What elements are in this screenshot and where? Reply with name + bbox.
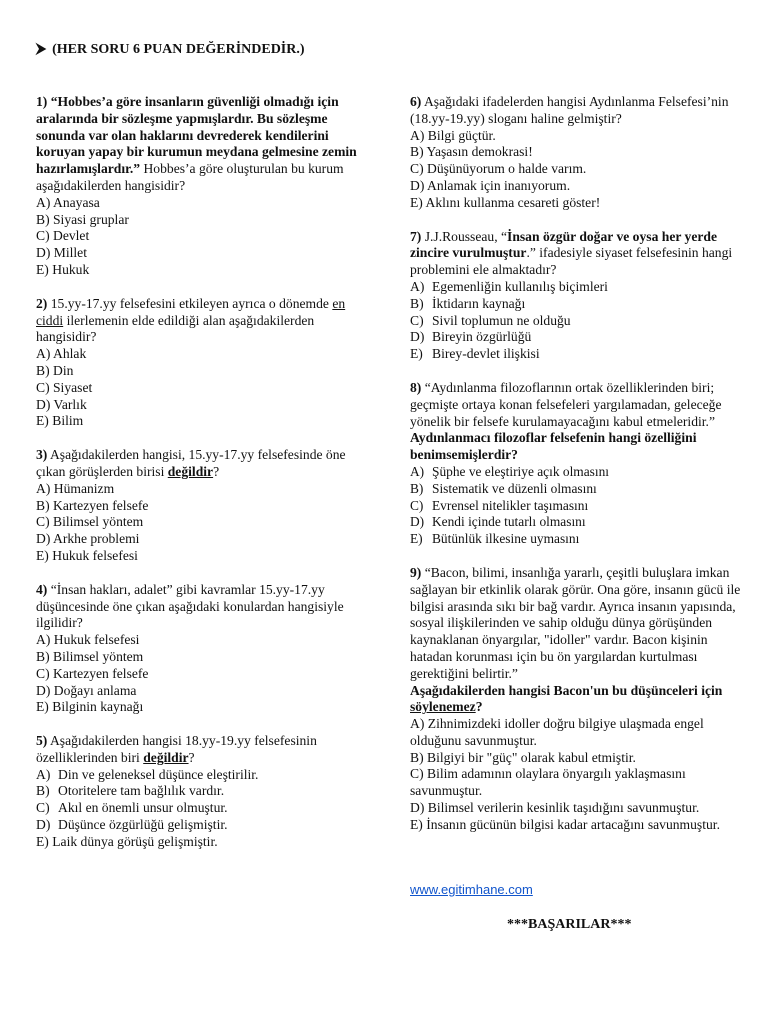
footer-basarilar: ***BAŞARILAR***	[507, 917, 632, 932]
option-a: A) Şüphe ve eleştiriye açık olmasını	[410, 463, 610, 479]
option-b: B) Siyasi gruplar	[36, 211, 129, 227]
question-7-stem: 7) J.J.Rousseau, “İnsan özgür doğar ve oysa her yerde zincire vurulmuştur.” ifadesiyle siyaset felsefesinin hangi problemini ele almaktadır?	[410, 228, 733, 278]
question-4	[36, 582, 372, 716]
question-3-stem: 3) Aşağıdakilerden hangisi, 15.yy-17.yy felsefesinde öne çıkan görüşlerden birisi değildir?	[36, 447, 346, 479]
option-e: E) Hukuk	[36, 261, 90, 277]
option-d: D) Doğayı anlama	[36, 682, 137, 698]
option-c: C) Düşünüyorum o halde varım.	[410, 161, 587, 177]
option-e: E) Aklını kullanma cesareti göster!	[410, 194, 601, 210]
option-b: B) Yaşasın demokrasi!	[410, 144, 533, 160]
question-2-stem: 2) 15.yy-17.yy felsefesini etkileyen ayrıca o dönemde en ciddi ilerlemenin elde edildiği alan aşağıdakilerden hangisidir?	[36, 295, 346, 345]
option-c: C) Bilimsel yöntem	[36, 514, 144, 530]
option-c: C) Akıl en önemli unsur olmuştur.	[36, 800, 228, 816]
option-c: C) Devlet	[36, 228, 90, 244]
exam-header	[36, 42, 305, 59]
option-c: C) Siyaset	[36, 379, 93, 395]
question-9-stem: 9) “Bacon, bilimi, insanlığa yararlı, çeşitli buluşlara imkan sağlayan bir etkinlik olarak görür. Ona göre, insanın gücü ile bilgisi arasında sıkı bir bağ vardır. Ayrıca insanın yapısında, sosyal ilişkilerinden ve sahip olduğu dünya görüşünden kaynaklanan önyargılar, "idoller" vardır. Bacon kişinin hatadan korunması için bu ön yargılardan kurtulması gerektiğini belirtir.”	[410, 564, 741, 681]
option-d: D) Bilimsel verilerin kesinlik taşıdığını savunmuştur.	[410, 800, 700, 816]
left-column	[36, 94, 372, 868]
option-b: B) Kartezyen felsefe	[36, 497, 149, 513]
arrow-bullet-icon: ⮞	[36, 42, 47, 57]
option-b: B) Bilgiyi bir "güç" olarak kabul etmiştir.	[410, 749, 636, 765]
egitimhane-link[interactable]: www.egitimhane.com	[410, 882, 533, 897]
option-d: D) Arkhe problemi	[36, 531, 140, 547]
option-e: E) Birey-devlet ilişkisi	[410, 346, 540, 362]
question-2	[36, 296, 372, 430]
option-e: E) Bilginin kaynağı	[36, 699, 144, 715]
option-a: A) Egemenliğin kullanılış biçimleri	[410, 278, 608, 294]
question-3	[36, 447, 372, 565]
option-a: A) Hümanizm	[36, 480, 115, 496]
option-b: B) Bilimsel yöntem	[36, 648, 144, 664]
header-text: (HER SORU 6 PUAN DEĞERİNDEDİR.)	[52, 42, 305, 57]
option-c: C) Evrensel nitelikler taşımasını	[410, 497, 589, 513]
question-6-stem: 6) Aşağıdaki ifadelerden hangisi Aydınlanma Felsefesi’nin (18.yy-19.yy) sloganı haline gelmiştir?	[410, 94, 729, 126]
option-d: D) Anlamak için inanıyorum.	[410, 177, 571, 193]
option-d: D) Varlık	[36, 396, 87, 412]
option-b: B) Otoritelere tam bağlılık vardır.	[36, 783, 225, 799]
option-d: D) Bireyin özgürlüğü	[410, 329, 532, 345]
option-a: A) Hukuk felsefesi	[36, 632, 140, 648]
option-a: A) Anayasa	[36, 194, 100, 210]
question-5-stem: 5) Aşağıdakilerden hangisi 18.yy-19.yy felsefesinin özelliklerinden biri değildir?	[36, 733, 317, 765]
right-column	[410, 94, 748, 851]
option-a: A) Ahlak	[36, 346, 87, 362]
question-8	[410, 380, 748, 548]
question-1	[36, 94, 372, 279]
option-c: C) Sivil toplumun ne olduğu	[410, 312, 571, 328]
option-e: E) Bilim	[36, 413, 84, 429]
option-a: A) Din ve geleneksel düşünce eleştirilir.	[36, 766, 259, 782]
option-e: E) Bütünlük ilkesine uymasını	[410, 531, 580, 547]
question-1-stem: 1) “Hobbes’a göre insanların güvenliği olmadığı için aralarında bir sözleşme yapmışlardır. Bu sözleşme sonunda var olan haklarını devrederek kendilerini koruyan yapay bir kurumun meydana gelmesine zemin hazırlamışlardır.” Hobbes’a göre oluşturulan bu kurum aşağıdakilerden hangisidir?	[36, 94, 357, 193]
option-b: B) İktidarın kaynağı	[410, 295, 526, 311]
option-a: A) Bilgi güçtür.	[410, 127, 496, 143]
option-a: A) Zihnimizdeki idoller doğru bilgiye ulaşmada engel olduğunu savunmuştur.	[410, 716, 704, 748]
option-b: B) Din	[36, 362, 74, 378]
question-5	[36, 733, 372, 851]
question-9	[410, 565, 748, 834]
option-e: E) Laik dünya görüşü gelişmiştir.	[36, 833, 218, 849]
option-e: E) Hukuk felsefesi	[36, 547, 138, 563]
option-b: B) Sistematik ve düzenli olmasını	[410, 480, 597, 496]
question-4-stem: 4) “İnsan hakları, adalet” gibi kavramlar 15.yy-17.yy düşüncesinde öne çıkan aşağıdaki konulardan hangisiyle ilgilidir?	[36, 581, 344, 631]
question-8-stem: 8) “Aydınlanma filozoflarının ortak özelliklerinden biri; geçmişte ortaya konan felsefeleri yargılamadan, geleceğe yönelik bir felsefe kurulamayacağını kabul etmeleridir.” Aydınlanmacı filozoflar felsefenin hangi özelliğini benimsemişlerdir?	[410, 379, 722, 463]
option-d: D) Millet	[36, 245, 87, 261]
option-d: D) Düşünce özgürlüğü gelişmiştir.	[36, 817, 228, 833]
option-d: D) Kendi içinde tutarlı olmasını	[410, 514, 586, 530]
question-7	[410, 229, 748, 363]
question-6	[410, 94, 748, 212]
option-c: C) Bilim adamının olaylara önyargılı yaklaşmasını savunmuştur.	[410, 766, 686, 799]
option-e: E) İnsanın gücünün bilgisi kadar artacağını savunmuştur.	[410, 816, 720, 832]
question-9-prompt: Aşağıdakilerden hangisi Bacon'un bu düşünceleri için söylenemez?	[410, 682, 723, 715]
option-c: C) Kartezyen felsefe	[36, 665, 149, 681]
